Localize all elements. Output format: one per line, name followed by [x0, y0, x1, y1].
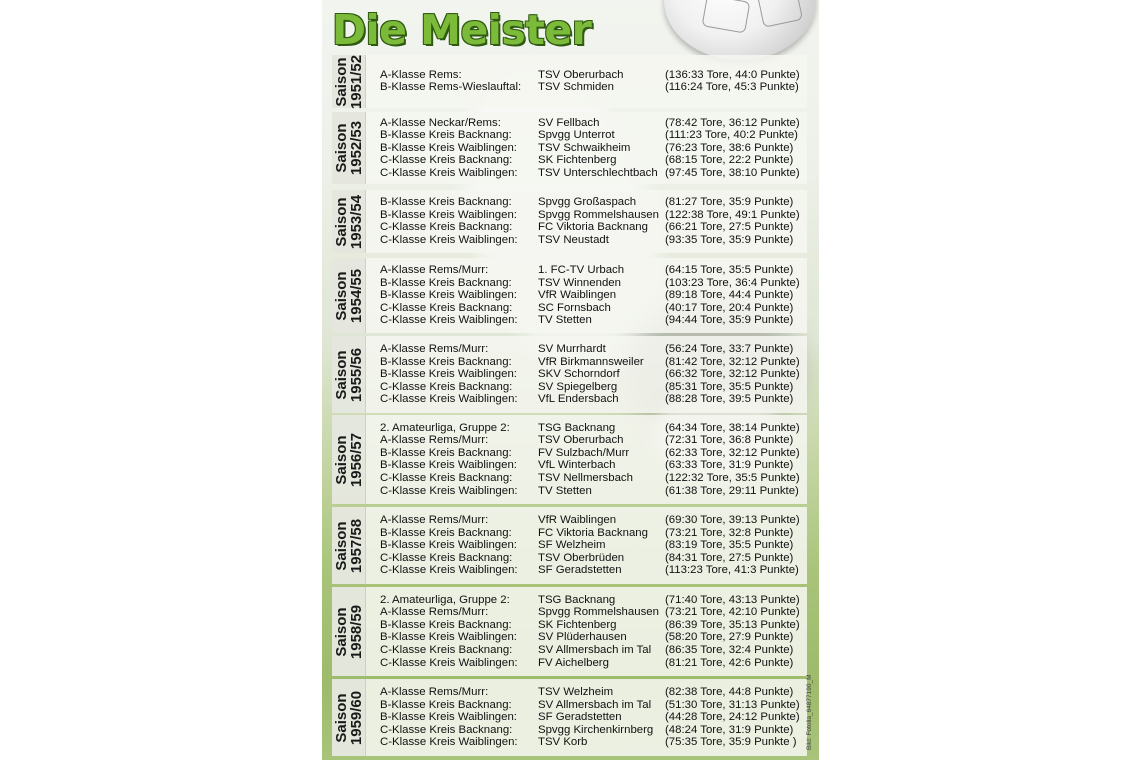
champion-row [380, 736, 807, 749]
photo-credit: Bild: Fotolia_64877190_M [806, 674, 813, 750]
champion-record: (75:35 Tore, 35:9 Punkte ) [665, 736, 797, 749]
league-name: B-Klasse Kreis Waiblingen: [380, 289, 517, 302]
champion-record: (44:28 Tore, 24:12 Punkte) [665, 711, 800, 724]
season-word: Saison [332, 123, 350, 173]
champion-rows [380, 264, 807, 327]
champion-row [380, 368, 807, 381]
season-word: Saison [332, 434, 350, 485]
champion-club: SV Spiegelberg [538, 380, 618, 393]
champion-record: (122:32 Tore, 35:5 Punkte) [665, 472, 800, 485]
season-label [332, 55, 366, 108]
season-label [332, 507, 366, 584]
league-name: A-Klasse Rems/Murr: [380, 514, 489, 526]
season-label [332, 336, 366, 413]
league-name: B-Klasse Kreis Backnang: [380, 355, 512, 368]
league-name: B-Klasse Kreis Waiblingen: [380, 459, 517, 472]
champion-club: FC Viktoria Backnang [538, 526, 648, 539]
ball-panel [702, 0, 751, 34]
season-years: 1956/57 [347, 432, 365, 487]
champion-row [380, 539, 807, 552]
champion-rows [380, 422, 807, 498]
season-years: 1952/53 [347, 120, 365, 176]
champion-row [380, 167, 807, 180]
champion-record: (94:44 Tore, 35:9 Punkte) [665, 314, 794, 327]
champion-row [380, 472, 807, 485]
league-name: C-Klasse Kreis Waiblingen: [380, 393, 518, 406]
league-name: C-Klasse Kreis Backnang: [380, 380, 513, 393]
champion-club: Spvgg Rommelshausen [538, 606, 659, 619]
champion-row [380, 196, 807, 209]
champion-record: (56:24 Tore, 33:7 Punkte) [665, 343, 794, 355]
champion-rows [380, 514, 807, 577]
champion-row [380, 117, 807, 130]
champion-club: SF Geradstetten [538, 711, 622, 724]
season-label [332, 587, 366, 676]
champion-row [380, 527, 807, 540]
champion-row [380, 711, 807, 724]
champion-record: (62:33 Tore, 32:12 Punkte) [665, 446, 800, 459]
champion-club: VfR Birkmannsweiler [538, 355, 644, 368]
champion-record: (73:21 Tore, 42:10 Punkte) [665, 606, 800, 619]
champion-rows [380, 196, 807, 246]
champion-record: (48:24 Tore, 31:9 Punkte) [665, 723, 794, 736]
soccer-ball-icon [664, 0, 816, 60]
champion-row [380, 381, 807, 394]
champion-row [380, 129, 807, 142]
champion-club: Spvgg Großaspach [538, 196, 637, 209]
champion-row [380, 552, 807, 565]
champion-club: SK Fichtenberg [538, 618, 617, 631]
league-name: C-Klasse Kreis Waiblingen: [380, 736, 518, 749]
champion-record: (78:42 Tore, 36:12 Punkte) [665, 116, 800, 129]
champion-rows [380, 594, 807, 670]
champion-row [380, 81, 807, 94]
season-label [332, 190, 366, 253]
league-name: B-Klasse Kreis Waiblingen: [380, 539, 517, 552]
champion-club: TSV Winnenden [538, 276, 621, 289]
season-years: 1955/56 [347, 347, 365, 402]
league-name: C-Klasse Kreis Backnang: [380, 551, 513, 564]
champion-row [380, 289, 807, 302]
champion-row [380, 314, 807, 327]
league-name: A-Klasse Rems/Murr: [380, 606, 489, 619]
champion-row [380, 209, 807, 222]
champion-club: SV Allmersbach im Tal [538, 644, 652, 657]
league-name: A-Klasse Rems: [380, 68, 462, 81]
champion-club: TSG Backnang [538, 593, 616, 606]
champion-club: VfR Waiblingen [538, 289, 617, 302]
season-block [332, 415, 807, 504]
champion-row [380, 264, 807, 277]
champion-club: SF Welzheim [538, 539, 606, 552]
champion-club: FV Aichelberg [538, 656, 609, 669]
season-word: Saison [332, 196, 350, 247]
champion-record: (113:23 Tore, 41:3 Punkte) [665, 564, 799, 577]
champion-row [380, 393, 807, 406]
league-name: C-Klasse Kreis Waiblingen: [380, 166, 518, 179]
champion-club: TSV Oberurbach [538, 68, 624, 81]
season-label-text [334, 347, 364, 401]
champion-row [380, 657, 807, 670]
champion-record: (66:32 Tore, 32:12 Punkte) [665, 368, 800, 381]
champion-club: VfR Waiblingen [538, 514, 617, 526]
season-years: 1957/58 [347, 518, 365, 573]
champion-record: (86:35 Tore, 32:4 Punkte) [665, 644, 794, 657]
champion-record: (69:30 Tore, 39:13 Punkte) [665, 514, 800, 526]
champion-record: (58:20 Tore, 27:9 Punkte) [665, 631, 794, 644]
champion-record: (51:30 Tore, 31:13 Punkte) [665, 698, 800, 711]
champion-club: Spvgg Rommelshausen [538, 208, 659, 221]
champion-row [380, 686, 807, 699]
champion-record: (81:42 Tore, 32:12 Punkte) [665, 355, 800, 368]
season-block [332, 190, 807, 253]
champion-row [380, 154, 807, 167]
league-name: C-Klasse Kreis Waiblingen: [380, 656, 518, 669]
season-years: 1959/60 [347, 690, 365, 745]
champion-club: SV Allmersbach im Tal [538, 698, 652, 711]
season-label-text [334, 518, 364, 572]
champion-club: TV Stetten [538, 314, 592, 327]
season-word: Saison [332, 270, 350, 321]
champion-row [380, 277, 807, 290]
champion-row [380, 234, 807, 247]
season-label-text [334, 604, 364, 658]
season-label [332, 679, 366, 756]
league-name: A-Klasse Rems/Murr: [380, 686, 489, 698]
champion-row [380, 564, 807, 577]
league-name: B-Klasse Kreis Waiblingen: [380, 141, 517, 154]
league-name: B-Klasse Kreis Backnang: [380, 526, 512, 539]
champion-record: (111:23 Tore, 40:2 Punkte) [665, 129, 798, 142]
league-name: C-Klasse Kreis Waiblingen: [380, 564, 518, 577]
season-label-text [334, 194, 364, 248]
league-name: C-Klasse Kreis Backnang: [380, 723, 513, 736]
league-name: C-Klasse Kreis Waiblingen: [380, 484, 518, 497]
champion-club: VfL Endersbach [538, 393, 619, 406]
champion-row [380, 606, 807, 619]
champion-club: Spvgg Unterrot [538, 129, 615, 142]
champion-club: SV Plüderhausen [538, 631, 627, 644]
league-name: B-Klasse Kreis Backnang: [380, 446, 512, 459]
champion-row [380, 343, 807, 356]
champion-row [380, 422, 807, 435]
season-block [332, 258, 807, 333]
league-name: B-Klasse Kreis Waiblingen: [380, 368, 517, 381]
champion-row [380, 459, 807, 472]
season-word: Saison [332, 520, 350, 571]
champion-club: TV Stetten [538, 484, 592, 497]
champion-rows [380, 69, 807, 94]
champion-record: (93:35 Tore, 35:9 Punkte) [665, 234, 794, 247]
season-word: Saison [332, 606, 350, 657]
champion-row [380, 221, 807, 234]
champion-row [380, 69, 807, 82]
ball-panel [757, 0, 803, 28]
league-name: C-Klasse Kreis Backnang: [380, 472, 513, 485]
champion-rows [380, 686, 807, 749]
champion-record: (84:31 Tore, 27:5 Punkte) [665, 551, 794, 564]
season-years: 1953/54 [347, 194, 365, 249]
champion-row [380, 142, 807, 155]
champion-club: SK Fichtenberg [538, 154, 617, 167]
champion-record: (88:28 Tore, 39:5 Punkte) [665, 393, 794, 406]
champion-record: (81:21 Tore, 42:6 Punkte) [665, 656, 794, 669]
season-label-text [334, 121, 364, 175]
champion-club: 1. FC-TV Urbach [538, 264, 625, 276]
champion-record: (82:38 Tore, 44:8 Punkte) [665, 686, 794, 698]
champion-club: SV Murrhardt [538, 343, 606, 355]
champion-row [380, 434, 807, 447]
league-name: C-Klasse Kreis Waiblingen: [380, 314, 518, 327]
season-years: 1958/59 [347, 604, 365, 659]
season-block [332, 336, 807, 413]
champion-record: (64:34 Tore, 38:14 Punkte) [665, 421, 800, 434]
champions-poster [322, 0, 819, 760]
champion-record: (40:17 Tore, 20:4 Punkte) [665, 301, 794, 314]
season-label [332, 258, 366, 333]
season-label-text [334, 268, 364, 322]
league-name: A-Klasse Rems/Murr: [380, 343, 489, 355]
champion-row [380, 724, 807, 737]
season-years: 1954/55 [347, 268, 365, 323]
champion-record: (71:40 Tore, 43:13 Punkte) [665, 593, 800, 606]
season-block [332, 679, 807, 756]
season-label [332, 415, 366, 504]
season-block [332, 55, 807, 108]
league-name: C-Klasse Kreis Waiblingen: [380, 234, 518, 247]
champion-record: (89:18 Tore, 44:4 Punkte) [665, 289, 794, 302]
champion-record: (63:33 Tore, 31:9 Punkte) [665, 459, 794, 472]
champion-club: TSG Backnang [538, 421, 616, 434]
champion-row [380, 699, 807, 712]
champion-club: TSV Schwaikheim [538, 141, 631, 154]
champion-club: TSV Nellmersbach [538, 472, 633, 485]
season-label-text [334, 432, 364, 486]
season-word: Saison [332, 349, 350, 400]
champion-record: (73:21 Tore, 32:8 Punkte) [665, 526, 794, 539]
champion-record: (66:21 Tore, 27:5 Punkte) [665, 221, 794, 234]
champion-club: TSV Neustadt [538, 234, 609, 247]
champion-record: (76:23 Tore, 38:6 Punkte) [665, 141, 794, 154]
champion-row [380, 356, 807, 369]
champion-club: VfL Winterbach [538, 459, 616, 472]
champion-record: (72:31 Tore, 36:8 Punkte) [665, 434, 794, 447]
champion-record: (97:45 Tore, 38:10 Punkte) [665, 166, 800, 179]
league-name: B-Klasse Kreis Backnang: [380, 196, 512, 209]
season-block [332, 507, 807, 584]
champion-record: (81:27 Tore, 35:9 Punkte) [665, 196, 794, 209]
champion-row [380, 644, 807, 657]
champion-row [380, 619, 807, 632]
champion-record: (61:38 Tore, 29:11 Punkte) [665, 484, 799, 497]
league-name: B-Klasse Kreis Waiblingen: [380, 711, 517, 724]
champion-row [380, 631, 807, 644]
champion-record: (83:19 Tore, 35:5 Punkte) [665, 539, 794, 552]
league-name: C-Klasse Kreis Backnang: [380, 301, 513, 314]
champion-record: (86:39 Tore, 35:13 Punkte) [665, 618, 800, 631]
champion-row [380, 485, 807, 498]
champion-club: TSV Welzheim [538, 686, 614, 698]
league-name: 2. Amateurliga, Gruppe 2: [380, 593, 510, 606]
league-name: B-Klasse Kreis Backnang: [380, 129, 512, 142]
champion-club: TSV Unterschlechtbach [538, 166, 658, 179]
season-years: 1951/52 [347, 54, 365, 109]
poster-title: Die Meister [332, 6, 592, 54]
champion-record: (136:33 Tore, 44:0 Punkte) [665, 68, 800, 81]
league-name: B-Klasse Kreis Backnang: [380, 618, 512, 631]
champion-club: SKV Schorndorf [538, 368, 620, 381]
champion-club: FV Sulzbach/Murr [538, 446, 630, 459]
league-name: A-Klasse Rems/Murr: [380, 264, 489, 276]
champion-club: TSV Oberbrüden [538, 551, 625, 564]
champion-club: TSV Oberurbach [538, 434, 624, 447]
champion-row [380, 514, 807, 527]
league-name: B-Klasse Kreis Backnang: [380, 698, 512, 711]
champion-club: Spvgg Kirchenkirnberg [538, 723, 654, 736]
champion-club: FC Viktoria Backnang [538, 221, 648, 234]
champion-row [380, 302, 807, 315]
champion-club: TSV Korb [538, 736, 588, 749]
champion-rows [380, 117, 807, 180]
champion-row [380, 594, 807, 607]
champion-club: SC Fornsbach [538, 301, 611, 314]
league-name: B-Klasse Kreis Waiblingen: [380, 208, 517, 221]
champion-record: (85:31 Tore, 35:5 Punkte) [665, 380, 794, 393]
season-word: Saison [332, 692, 350, 743]
champion-rows [380, 343, 807, 406]
league-name: C-Klasse Kreis Backnang: [380, 221, 513, 234]
league-name: A-Klasse Neckar/Rems: [380, 116, 501, 129]
league-name: C-Klasse Kreis Backnang: [380, 644, 513, 657]
champion-club: SV Fellbach [538, 116, 600, 129]
champion-club: SF Geradstetten [538, 564, 622, 577]
league-name: B-Klasse Kreis Waiblingen: [380, 631, 517, 644]
champion-record: (68:15 Tore, 22:2 Punkte) [665, 154, 794, 167]
season-label-text [334, 54, 364, 108]
champion-record: (122:38 Tore, 49:1 Punkte) [665, 208, 800, 221]
season-block [332, 112, 807, 184]
season-label-text [334, 690, 364, 744]
league-name: B-Klasse Rems-Wieslauftal: [380, 81, 522, 94]
season-word: Saison [332, 56, 350, 107]
season-block [332, 587, 807, 676]
champion-club: TSV Schmiden [538, 81, 614, 94]
season-label [332, 112, 366, 184]
champion-row [380, 447, 807, 460]
champion-record: (116:24 Tore, 45:3 Punkte) [665, 81, 799, 94]
league-name: C-Klasse Kreis Backnang: [380, 154, 513, 167]
league-name: B-Klasse Kreis Backnang: [380, 276, 512, 289]
league-name: A-Klasse Rems/Murr: [380, 434, 489, 447]
champion-record: (64:15 Tore, 35:5 Punkte) [665, 264, 794, 276]
champion-record: (103:23 Tore, 36:4 Punkte) [665, 276, 800, 289]
league-name: 2. Amateurliga, Gruppe 2: [380, 421, 510, 434]
